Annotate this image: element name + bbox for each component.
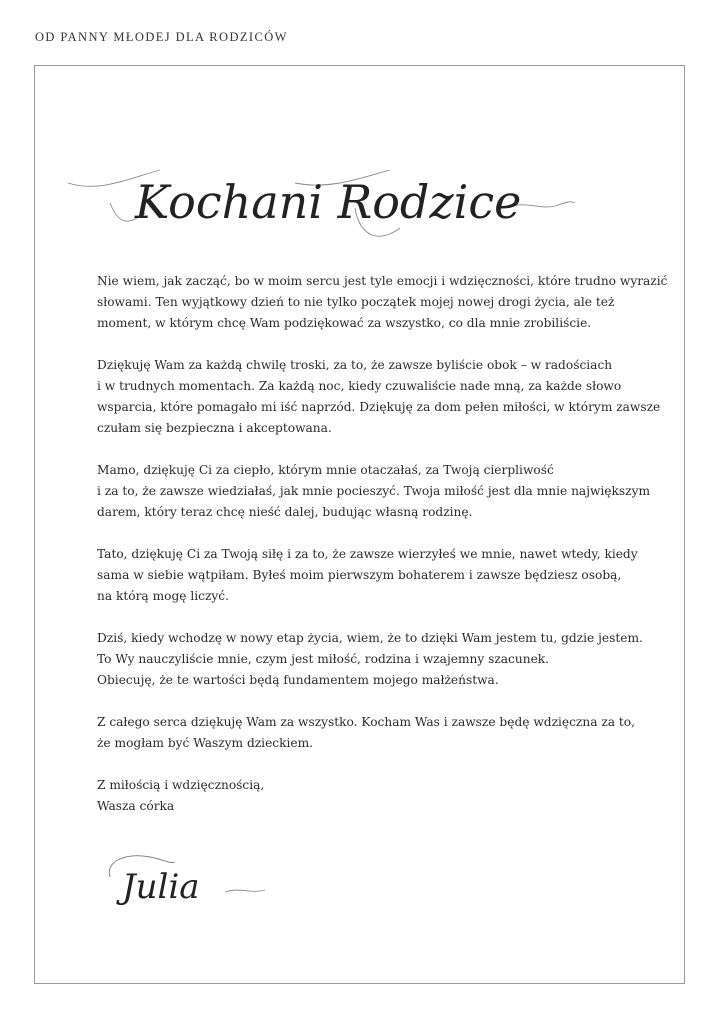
svg-text:Kochani Rodzice: Kochani Rodzice bbox=[135, 175, 522, 229]
text-line: wsparcia, które pomagało mi iść naprzód. Dziękuję za dom pełen miłości, w którym zawsze bbox=[97, 400, 661, 414]
paragraph-1 bbox=[97, 271, 668, 334]
signature-flourish-icon bbox=[80, 832, 300, 932]
text-line: Mamo, dziękuję Ci za ciepło, którym mnie otaczałaś, za Twoją cierpliwość bbox=[97, 463, 554, 477]
svg-text:Julia: Julia bbox=[122, 867, 200, 907]
text-line: czułam się bezpieczna i akceptowana. bbox=[97, 421, 332, 435]
text-line: Z całego serca dziękuję Wam za wszystko. Kocham Was i zawsze będę wdzięczna za to, bbox=[97, 715, 636, 729]
text-line: sama w siebie wątpiłam. Byłeś moim pierwszym bohaterem i zawsze będziesz osobą, bbox=[97, 568, 622, 582]
text-line: Dziękuję Wam za każdą chwilę troski, za to, że zawsze byliście obok – w radościach bbox=[97, 358, 613, 372]
text-line: i za to, że zawsze wiedziałaś, jak mnie pocieszyć. Twoja miłość jest dla mnie największym bbox=[97, 484, 651, 498]
paragraph-2 bbox=[97, 355, 661, 439]
text-line: Tato, dziękuję Ci za Twoją siłę i za to, że zawsze wierzyłeś we mnie, nawet wtedy, kiedy bbox=[97, 547, 638, 561]
text-line: Nie wiem, jak zacząć, bo w moim sercu jest tyle emocji i wdzięczności, które trudno wyrazić bbox=[97, 274, 668, 288]
text-line: i w trudnych momentach. Za każdą noc, kiedy czuwaliście nade mną, za każde słowo bbox=[97, 379, 622, 393]
letter-body bbox=[97, 271, 668, 817]
closing bbox=[97, 775, 657, 817]
paragraph-3 bbox=[97, 460, 657, 523]
text-line: Obiecuję, że te wartości będą fundamentem mojego małżeństwa. bbox=[97, 673, 499, 687]
text-line: że mogłam być Waszym dzieckiem. bbox=[97, 736, 314, 750]
paragraph-4 bbox=[97, 544, 657, 607]
salutation-script bbox=[60, 148, 580, 258]
signature-script bbox=[80, 832, 300, 932]
closing-line-2: Wasza córka bbox=[97, 799, 175, 813]
text-line: moment, w którym chcę Wam podziękować za wszystko, co dla mnie zrobiliście. bbox=[97, 316, 592, 330]
document-header-title: OD PANNY MŁODEJ DLA RODZICÓW bbox=[35, 30, 288, 44]
text-line: słowami. Ten wyjątkowy dzień to nie tylko początek mojej nowej drogi życia, ale też bbox=[97, 295, 615, 309]
text-line: na którą mogę liczyć. bbox=[97, 589, 229, 603]
text-line: Dziś, kiedy wchodzę w nowy etap życia, wiem, że to dzięki Wam jestem tu, gdzie jestem. bbox=[97, 631, 643, 645]
paragraph-5 bbox=[97, 628, 657, 691]
paragraph-6 bbox=[97, 712, 657, 754]
closing-line-1: Z miłością i wdzięcznością, bbox=[97, 778, 265, 792]
text-line: To Wy nauczyliście mnie, czym jest miłość, rodzina i wzajemny szacunek. bbox=[97, 652, 550, 666]
text-line: darem, który teraz chcę nieść dalej, budując własną rodzinę. bbox=[97, 505, 473, 519]
salutation-flourish-icon bbox=[60, 148, 580, 258]
